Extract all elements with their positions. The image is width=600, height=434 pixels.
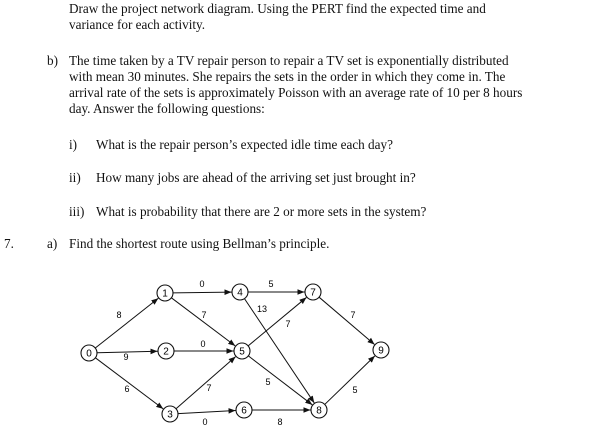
question-marker-i: i) (69, 137, 78, 152)
edge-weight-4-8: 13 (256, 304, 268, 314)
node-label-2: 2 (163, 346, 169, 358)
edge-3-6 (178, 410, 236, 413)
question-marker-ii: ii) (69, 170, 81, 185)
node-8 (311, 402, 327, 418)
edge-weight-4-7: 5 (268, 279, 274, 289)
edge-weight-0-3: 6 (124, 384, 130, 394)
edge-weight-3-5: 7 (206, 383, 212, 393)
node-label-4: 4 (237, 287, 243, 299)
part-b-line-3: arrival rate of the sets is approximately Poisson with an average rate of 10 per 8 hours (69, 85, 523, 100)
edge-8-9 (325, 356, 375, 405)
part-b-marker: b) (47, 53, 58, 68)
part-b-line-4: day. Answer the following questions: (69, 101, 265, 116)
part-b-line-1: The time taken by a TV repair person to repair a TV set is exponentially distributed (69, 53, 509, 68)
node-3 (162, 406, 178, 422)
edge-1-4 (173, 292, 232, 293)
edge-weight-1-4: 0 (199, 279, 205, 289)
edge-weight-3-6: 0 (202, 417, 208, 427)
edge-weight-6-8: 8 (277, 417, 283, 427)
node-label-1: 1 (162, 288, 168, 300)
edge-weight-8-9: 5 (352, 385, 358, 395)
edge-weight-0-1: 8 (116, 310, 122, 320)
question-marker-iii: iii) (69, 204, 85, 219)
node-7 (305, 284, 321, 300)
edge-weight-5-7: 7 (285, 319, 291, 329)
node-9 (373, 342, 389, 358)
edge-weight-0-2: 9 (123, 352, 129, 362)
edge-weight-5-8: 5 (265, 377, 271, 387)
question-7-marker: a) (47, 236, 58, 251)
node-5 (234, 343, 250, 359)
node-1 (157, 285, 173, 301)
part-a-text-line-1: Draw the project network diagram. Using the PERT find the expected time and (69, 1, 486, 16)
node-label-0: 0 (86, 348, 92, 360)
node-label-6: 6 (241, 405, 247, 417)
question-7-text: Find the shortest route using Bellman’s principle. (69, 236, 330, 251)
part-b-line-2: with mean 30 minutes. She repairs the sets in the order in which they come in. The (69, 69, 506, 84)
node-label-7: 7 (310, 287, 316, 299)
node-label-9: 9 (378, 345, 384, 357)
edge-4-8 (244, 299, 314, 403)
edge-weight-7-9: 7 (350, 310, 356, 320)
edge-weight-1-5: 7 (201, 310, 207, 320)
part-a-text-line-2: variance for each activity. (69, 17, 206, 32)
edge-0-1 (95, 298, 158, 348)
node-label-3: 3 (167, 409, 173, 421)
node-2 (158, 343, 174, 359)
question-text-ii: How many jobs are ahead of the arriving set just brought in? (96, 170, 416, 185)
question-text-iii: What is probability that there are 2 or more sets in the system? (96, 204, 427, 219)
question-7-number: 7. (4, 236, 14, 251)
edge-weight-2-5: 0 (200, 339, 206, 349)
node-label-5: 5 (239, 346, 245, 358)
question-text-i: What is the repair person’s expected idle time each day? (96, 137, 393, 152)
edge-7-9 (319, 297, 374, 344)
node-6 (236, 402, 252, 418)
node-0 (81, 345, 97, 361)
node-label-8: 8 (316, 405, 322, 417)
edge-5-8 (248, 356, 312, 405)
node-4 (232, 284, 248, 300)
